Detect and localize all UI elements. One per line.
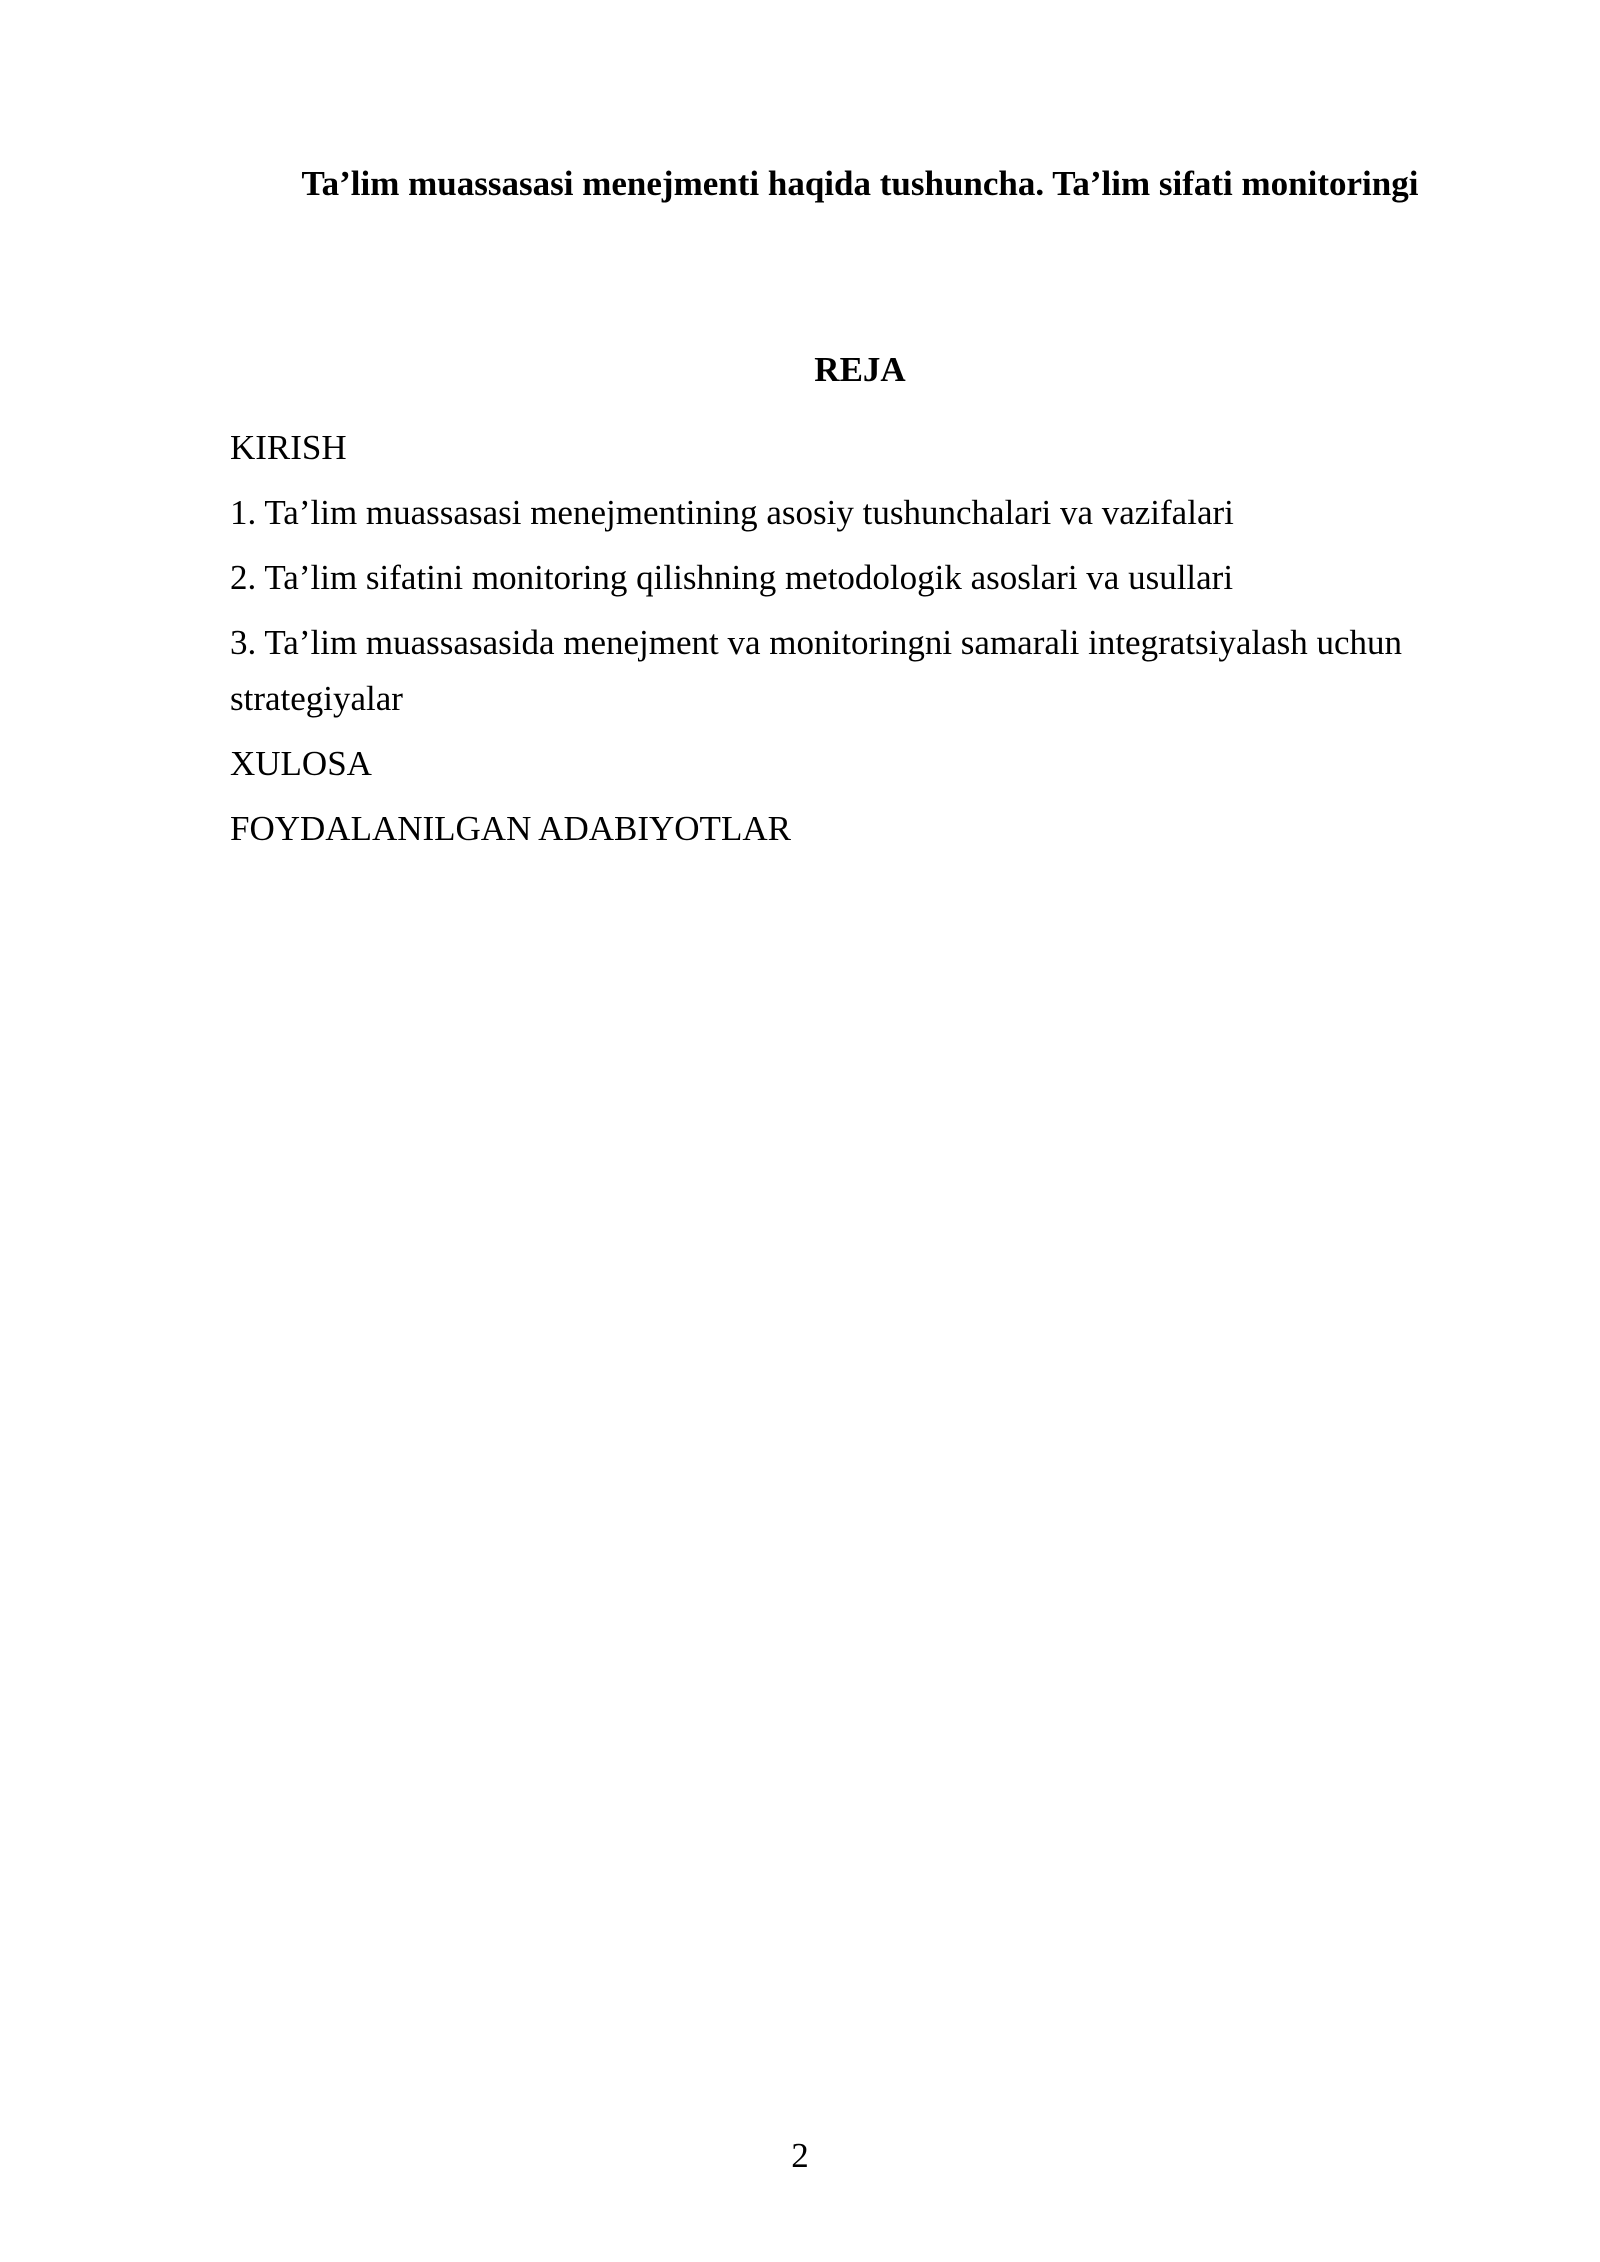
plan-heading: REJA <box>814 350 906 389</box>
plan-item-conclusion: XULOSA <box>230 744 372 783</box>
plan-item-3: 3. Ta’lim muassasasida menejment va monitoringni samarali integratsiyalash uchun strategiyalar <box>230 623 1403 718</box>
plan-list <box>230 420 1410 866</box>
plan-item-introduction: KIRISH <box>230 428 347 467</box>
plan-item-references: FOYDALANILGAN ADABIYOTLAR <box>230 809 791 848</box>
plan-item-2: 2. Ta’lim sifatini monitoring qilishning metodologik asoslari va usullari <box>230 558 1234 597</box>
document-title: Ta’lim muassasasi menejmenti haqida tushuncha. Ta’lim sifati monitoringi <box>301 164 1419 203</box>
page-number: 2 <box>791 2136 809 2175</box>
plan-item-1: 1. Ta’lim muassasasi menejmentining asosiy tushunchalari va vazifalari <box>230 493 1234 532</box>
